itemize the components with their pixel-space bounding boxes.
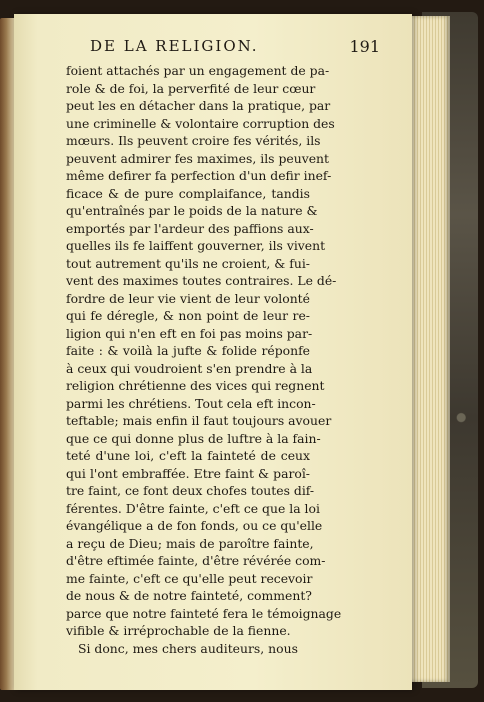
text-line: vent des maximes toutes contraires. Le dé- xyxy=(66,273,337,288)
text-line: a reçu de Dieu; mais de paroître fainte, xyxy=(66,535,314,551)
text-line: foient attachés par un engagement de pa- xyxy=(66,63,330,78)
text-line: parmi les chrétiens. Tout cela eft incon- xyxy=(66,395,316,411)
text-line: de nous & de notre fainteté, comment? xyxy=(66,588,312,603)
body-text xyxy=(66,62,342,657)
text-line: mœurs. Ils peuvent croire fes vérités, ils xyxy=(66,133,321,148)
text-line: ficace & de pure complaifance, tandis xyxy=(66,185,310,201)
text-line: vifible & irréprochable de la fienne. xyxy=(66,623,291,638)
page-stack xyxy=(406,16,450,682)
text-line: me fainte, c'eft ce qu'elle peut recevoir xyxy=(66,570,313,586)
text-line: ligion qui n'en eft en foi pas moins par- xyxy=(66,325,313,341)
page-number: 191 xyxy=(349,37,380,56)
text-line: férentes. D'être fainte, c'eft ce que la loi xyxy=(66,500,320,516)
text-line: évangélique a de fon fonds, ou ce qu'elle xyxy=(66,518,323,533)
text-line: teté d'une loi, c'eft la fainteté de ceux xyxy=(66,448,310,463)
text-line: à ceux qui voudroient s'en prendre à la xyxy=(66,360,313,376)
text-line: qu'entraînés par le poids de la nature & xyxy=(66,203,318,218)
text-line: emportés par l'ardeur des paffions aux- xyxy=(66,220,314,236)
text-line: fordre de leur vie vient de leur volonté xyxy=(66,290,310,306)
text-line: une criminelle & volontaire corruption des xyxy=(66,115,335,131)
text-line: faite : & voilà la jufte & folide réponfe xyxy=(66,343,310,358)
text-line: parce que notre fainteté fera le témoignage xyxy=(66,605,342,621)
page-header xyxy=(80,37,380,61)
text-line: tre faint, ce font deux chofes toutes dif- xyxy=(66,483,315,498)
text-line: peut les en détacher dans la pratique, par xyxy=(66,98,331,113)
text-line: peuvent admirer fes maximes, ils peuvent xyxy=(66,150,330,166)
text-line: d'être eftimée fainte, d'être révérée com- xyxy=(66,553,326,568)
text-line: religion chrétienne des vices qui regnent xyxy=(66,378,325,393)
text-line: qui l'ont embraffée. Etre faint & paroî- xyxy=(66,465,310,481)
text-line: que ce qui donne plus de luftre à la fain- xyxy=(66,430,321,446)
text-line: quelles ils fe laiffent gouverner, ils vivent xyxy=(66,238,326,253)
running-title: DE LA RELIGION. xyxy=(90,37,259,55)
text-line: même defirer fa perfection d'un defir inef- xyxy=(66,168,332,183)
text-line: role & de foi, la perverfité de leur cœur xyxy=(66,80,316,96)
text-line: teftable; mais enfin il faut toujours avouer xyxy=(66,413,332,428)
text-line: Si donc, mes chers auditeurs, nous xyxy=(78,640,298,656)
text-line: tout autrement qu'ils ne croient, & fui- xyxy=(66,255,310,271)
text-line: qui fe déregle, & non point de leur re- xyxy=(66,308,310,323)
